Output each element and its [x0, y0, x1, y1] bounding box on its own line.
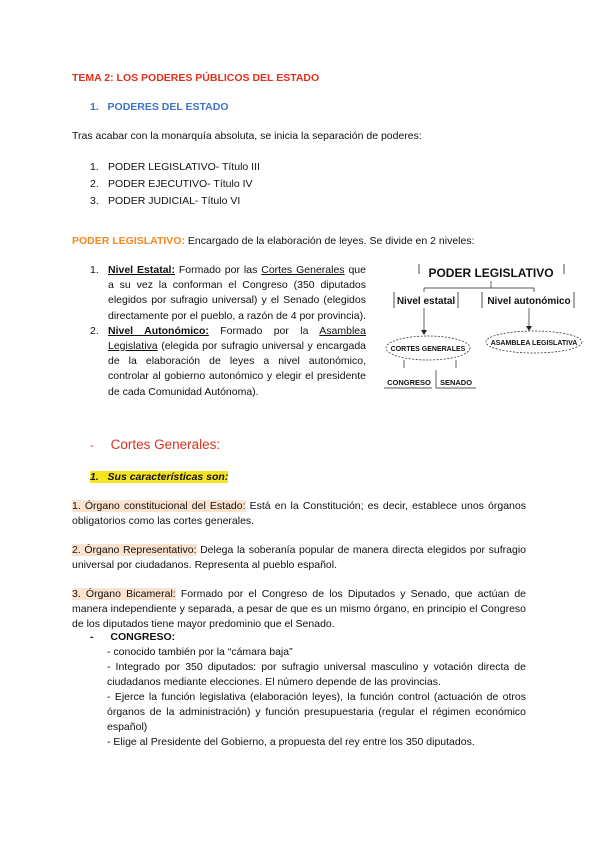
list-item — [90, 193, 260, 210]
cortes-heading-label: Cortes Generales: — [110, 437, 221, 452]
legislativo-diagram — [384, 262, 584, 394]
congreso-line: - conocido también por la “cámara baja” — [107, 646, 293, 658]
intro-paragraph: Tras acabar con la monarquía absoluta, se inicia la separación de poderes: — [72, 130, 422, 142]
legislativo-label: PODER LEGISLATIVO: — [72, 235, 185, 247]
nivel-text: Formado por las — [174, 264, 262, 276]
diagram-congreso-label: CONGRESO — [387, 378, 431, 387]
nivel-label: Nivel Autonómico: — [108, 324, 209, 337]
list-text: PODER JUDICIAL- Título VI — [108, 195, 241, 207]
caracteristicas-label — [90, 471, 228, 483]
niveles-list — [90, 263, 366, 400]
congreso-line: - Integrado por 350 diputados: por sufragio universal masculino y votación directa de ciudadanos mediante elecciones. El número depende de las provincias. — [107, 661, 526, 688]
page-title: TEMA 2: LOS PODERES PÚBLICOS DEL ESTADO — [72, 72, 320, 84]
list-text — [108, 324, 366, 400]
nivel-text: que a su vez la conforman el Congreso (350 diputados elegidos por sufragio universal) y el Senado (elegidos directamente por el pueblo, a razón de 4 por provincia). — [108, 264, 366, 322]
diagram-cortes-label: CORTES GENERALES — [390, 346, 466, 353]
list-number: 1. — [90, 264, 99, 276]
legislativo-paragraph — [72, 234, 532, 249]
item-highlight: 2. Órgano Representativo: — [72, 544, 197, 556]
list-item — [90, 263, 366, 324]
nivel-link: Cortes Generales — [261, 264, 345, 276]
list-number: 2. — [90, 324, 99, 337]
diagram-top-label: PODER LEGISLATIVO — [428, 266, 554, 280]
list-item — [90, 176, 260, 193]
legislativo-text: Encargado de la elaboración de leyes. Se divide en 2 niveles: — [184, 235, 475, 247]
item-paragraph — [72, 499, 526, 529]
diagram-asamblea-label: ASAMBLEA LEGISLATIVA — [490, 340, 578, 347]
list-text — [108, 263, 366, 324]
list-text: PODER EJECUTIVO- Título IV — [108, 178, 253, 190]
list-number: 2. — [90, 178, 99, 190]
item-highlight: 1. Órgano constitucional del Estado: — [72, 500, 246, 512]
section-number: 1. — [90, 101, 99, 113]
cortes-heading — [90, 437, 220, 452]
bullet-dash: - — [90, 440, 94, 452]
item-paragraph — [72, 543, 526, 573]
item-text: Delega la soberanía popular de manera directa elegidos por sufragio universal por ciudadanos. Representa al pueblo español. — [72, 544, 526, 571]
list-number: 1. — [90, 161, 99, 173]
caracteristicas-text: Sus características son: — [107, 471, 229, 483]
item-highlight: 3. Órgano Bicameral: — [72, 588, 176, 600]
powers-list — [90, 159, 260, 210]
list-item — [90, 159, 260, 176]
congreso-lines — [107, 645, 526, 750]
list-number: 3. — [90, 195, 99, 207]
list-text: PODER LEGISLATIVO- Título III — [108, 161, 260, 173]
item-paragraph — [72, 587, 526, 632]
section-heading — [90, 101, 229, 113]
section-label: PODERES DEL ESTADO — [107, 101, 229, 113]
congreso-line: - Elige al Presidente del Gobierno, a propuesta del rey entre los 350 diputados. — [107, 736, 475, 748]
diagram-right-label: Nivel autonómico — [487, 296, 571, 307]
list-item — [90, 324, 366, 400]
arrow-head-icon — [526, 326, 532, 331]
diagram-senado-label: SENADO — [439, 378, 473, 387]
nivel-text: (elegida por sufragio universal y encargada de la elaboración de leyes a nivel autonómico, controlar al gobierno autonómico y elegir el presidente de cada Comunidad Autónoma). — [108, 340, 366, 398]
congreso-line: - Ejerce la función legislativa (elaboración leyes), la función control (actuación de otros órganos de la administración) y función presupuestaria (regular el régimen económico español) — [107, 691, 526, 733]
diagram-left-label: Nivel estatal — [396, 296, 456, 307]
bullet-dash: - — [90, 631, 94, 643]
congreso-heading — [90, 631, 175, 643]
item-text: Está en la Constitución; es decir, establece unos órganos obligatorios como las cortes generales. — [72, 500, 526, 527]
caracteristicas-number: 1. — [90, 471, 99, 483]
caracteristicas-heading — [90, 471, 228, 483]
nivel-text: Formado por la — [208, 324, 320, 337]
arrow-head-icon — [421, 330, 427, 335]
item-text: Formado por el Congreso de los Diputados y Senado, que actúan de manera independiente y separada, a pesar de que es un mismo órgano, en principio el Congreso de los diputados tiene mayor predominio que el Senado. — [72, 588, 526, 630]
nivel-label: Nivel Estatal: — [108, 264, 175, 276]
congreso-label: CONGRESO: — [110, 631, 176, 643]
nivel-link: Asamblea Legislativa — [108, 324, 366, 353]
